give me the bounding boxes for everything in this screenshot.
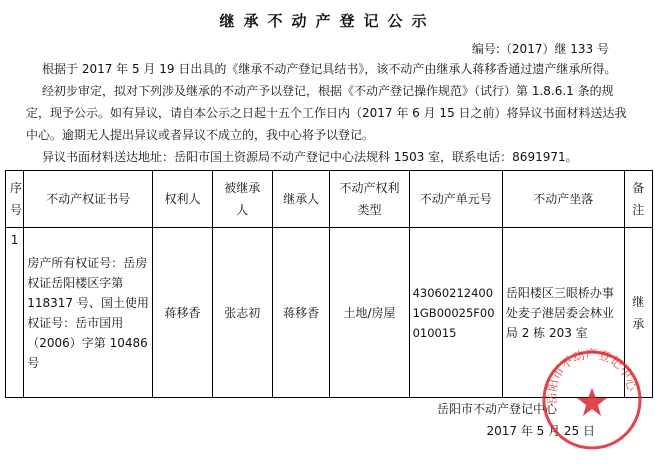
cell-right-type: 土地/房屋 [330, 228, 409, 398]
header-cert-no: 不动产权证书号 [24, 171, 153, 228]
header-remark: 备注 [624, 171, 652, 228]
cell-cert-no: 房产所有权证号：岳房权证岳阳楼区字第 118317 号、国土使用权证号：岳市国用（2006）字第 10486 号 [24, 228, 153, 398]
cell-remark: 继承 [624, 228, 652, 398]
cell-heir: 蒋移香 [272, 228, 330, 398]
paragraph-1: 根据于 2017 年 5 月 19 日出具的《继承不动产登记具结书》，该不动产由继承人蒋移香通过遗产继承所得。 [42, 62, 617, 76]
seal-text: 岳阳市不动产登记中心 [544, 348, 640, 406]
cell-location: 岳阳楼区三眼桥办事处麦子港居委会林业局 2 栋 203 室 [502, 228, 624, 398]
header-right-type: 不动产权利类型 [330, 171, 409, 228]
cell-right-holder: 蒋移香 [153, 228, 213, 398]
header-heir: 继承人 [272, 171, 330, 228]
paragraph-3: 异议书面材料送达地址：岳阳市国土资源局不动产登记中心法规科 1503 室，联系电话：8691971。 [42, 150, 578, 164]
header-decedent: 被继承人 [212, 171, 272, 228]
header-unit-no: 不动产单元号 [409, 171, 502, 228]
cell-seq: 1 [6, 228, 24, 398]
document-number: 编号:（2017）继 133 号 [471, 42, 609, 56]
cell-unit-no: 430602124001GB00025F00010015 [409, 228, 502, 398]
header-location: 不动产坐落 [502, 171, 624, 228]
cell-decedent: 张志初 [212, 228, 272, 398]
footer-date: 2017 年 5 月 25 日 [486, 424, 595, 438]
footer-organization: 岳阳市不动产登记中心 [436, 402, 557, 416]
table-header-row [6, 171, 653, 228]
header-right-holder: 权利人 [153, 171, 213, 228]
seal-star-icon [577, 388, 607, 416]
official-seal [540, 348, 644, 452]
paragraph-2: 经初步审定，拟对下列涉及继承的不动产予以登记，根据《不动产登记操作规范》（试行）第 1.8.6.1 条的规定，现予公示。如有异议，请自本公示之日起十五个工作日内（2017 年 6 月 15 日之前）将异议书面材料送达我中心。逾期无人提出异议或者异议不成立的，我中心将予以登记。 [26, 84, 627, 142]
header-seq: 序号 [6, 171, 24, 228]
page-title: 继承不动产登记公示 [219, 12, 436, 30]
